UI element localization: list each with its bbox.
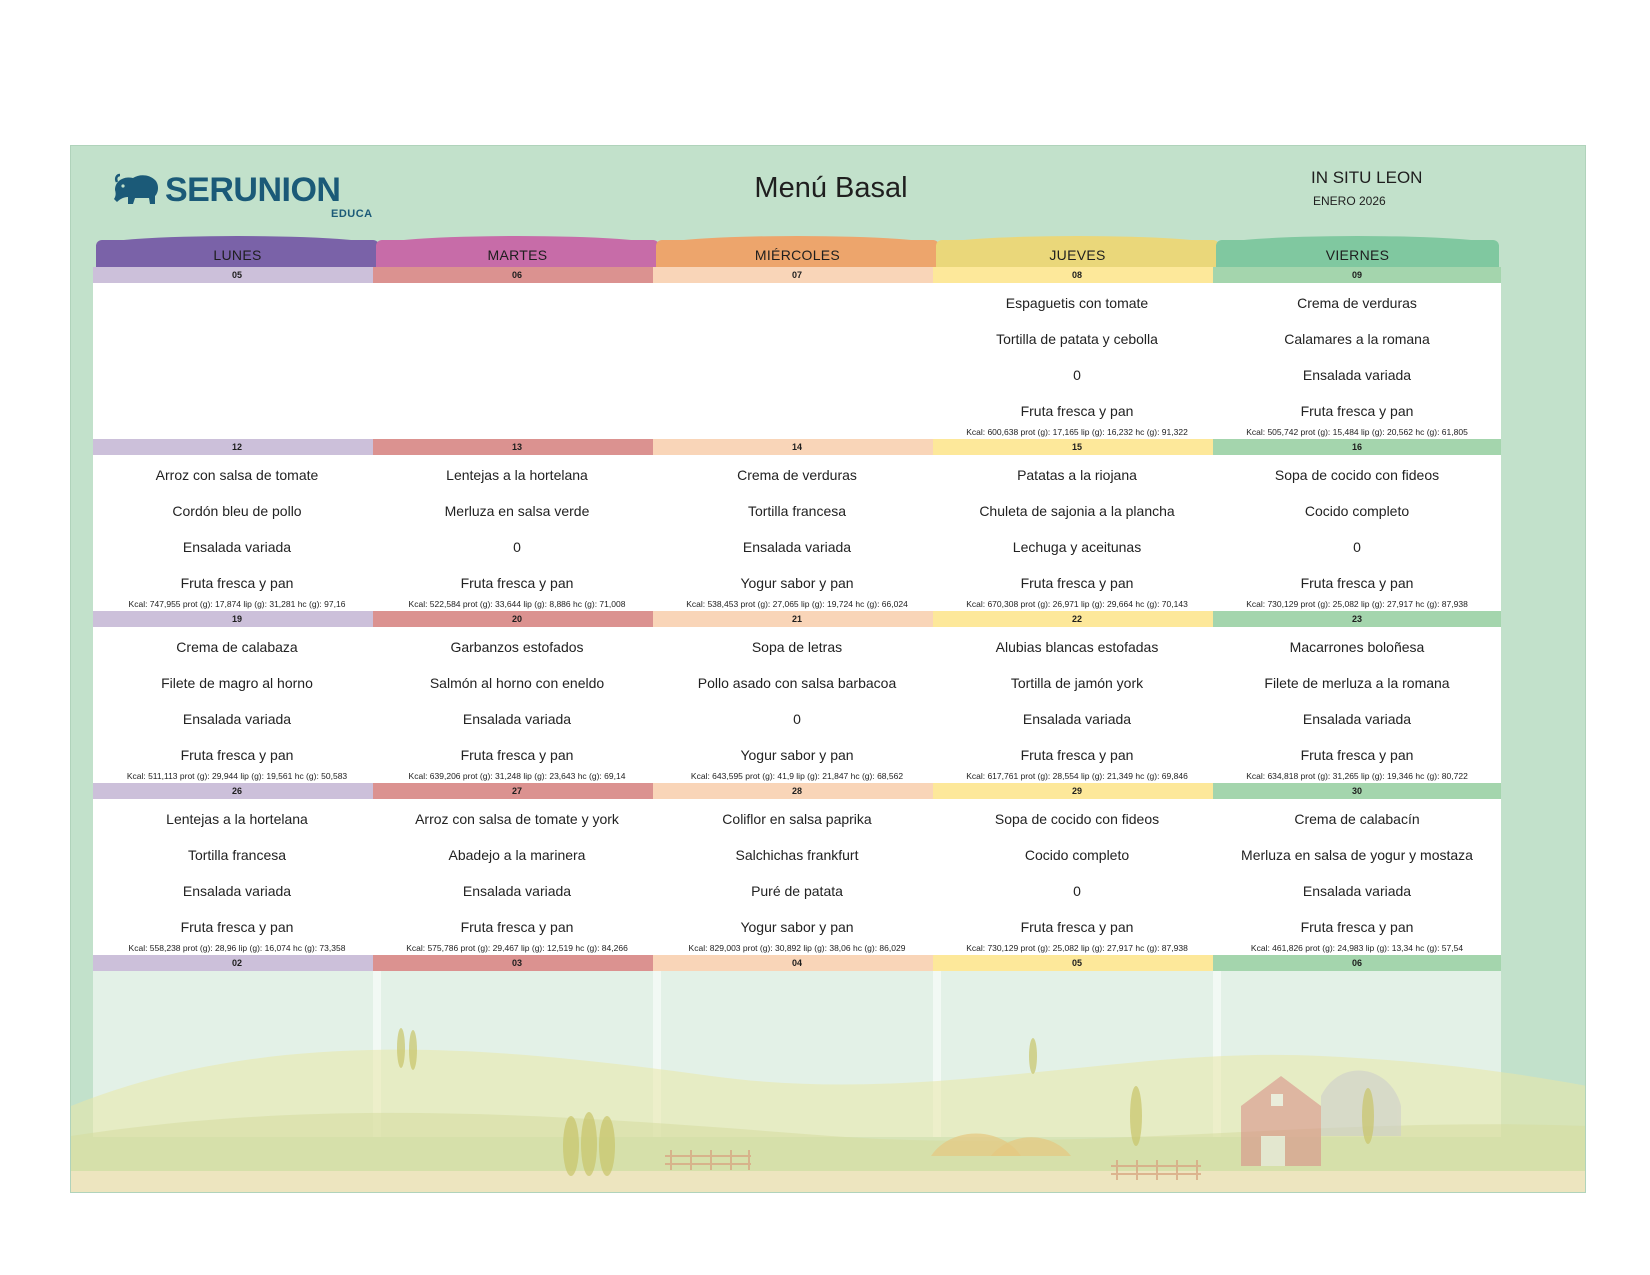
dish-item: Tortilla francesa <box>187 847 287 863</box>
dish-item: Pollo asado con salsa barbacoa <box>697 675 897 691</box>
dish-item: Tortilla de jamón york <box>1010 675 1144 691</box>
date-label: 29 <box>933 783 1221 799</box>
day-header-miercoles: MIÉRCOLES <box>656 240 939 267</box>
nutrition-info: Kcal: 639,206 prot (g): 31,248 lip (g): 23,643 hc (g): 69,14 <box>408 771 626 781</box>
nutrition-info: Kcal: 670,308 prot (g): 26,971 lip (g): 29,664 hc (g): 70,143 <box>966 599 1188 609</box>
dish-item: Fruta fresca y pan <box>460 747 574 763</box>
dish-item: 0 <box>1073 883 1081 899</box>
menu-period: ENERO 2026 <box>1313 194 1386 208</box>
dish-item: Fruta fresca y pan <box>1020 575 1134 591</box>
dish-item: Crema de verduras <box>737 467 857 483</box>
date-label: 08 <box>933 267 1221 283</box>
menu-day-cell <box>1213 971 1501 1137</box>
date-label: 30 <box>1213 783 1501 799</box>
dish-item: Yogur sabor y pan <box>740 575 854 591</box>
dish-item: Ensalada variada <box>462 711 572 727</box>
nutrition-info: Kcal: 522,584 prot (g): 33,644 lip (g): 8,886 hc (g): 71,008 <box>408 599 626 609</box>
date-label: 20 <box>373 611 661 627</box>
nutrition-info: Kcal: 600,638 prot (g): 17,165 lip (g): 16,232 hc (g): 91,322 <box>966 427 1188 437</box>
dish-item: Ensalada variada <box>182 711 292 727</box>
day-header-jueves: JUEVES <box>936 240 1219 267</box>
date-label: 16 <box>1213 439 1501 455</box>
menu-day-cell <box>93 627 381 783</box>
date-label: 06 <box>1213 955 1501 971</box>
dish-item: Fruta fresca y pan <box>180 919 294 935</box>
dish-item: Salchichas frankfurt <box>735 847 859 863</box>
dish-item: Alubias blancas estofadas <box>995 639 1159 655</box>
menu-day-cell <box>373 627 661 783</box>
dish-item: Fruta fresca y pan <box>1300 747 1414 763</box>
dish-item: Lentejas a la hortelana <box>446 467 588 483</box>
menu-day-cell <box>653 283 941 439</box>
dish-item: Filete de magro al horno <box>161 675 313 691</box>
date-label: 28 <box>653 783 941 799</box>
date-label: 03 <box>373 955 661 971</box>
menu-day-cell <box>373 455 661 611</box>
dish-item: Cocido completo <box>1304 503 1410 519</box>
menu-day-cell <box>373 799 661 955</box>
dish-item: Yogur sabor y pan <box>740 747 854 763</box>
date-label: 22 <box>933 611 1221 627</box>
date-label: 26 <box>93 783 381 799</box>
dish-item: Ensalada variada <box>462 883 572 899</box>
dish-item: Macarrones boloñesa <box>1289 639 1425 655</box>
dish-item: Merluza en salsa de yogur y mostaza <box>1241 847 1473 863</box>
menu-day-cell <box>373 283 661 439</box>
date-label: 19 <box>93 611 381 627</box>
menu-day-cell <box>373 971 661 1137</box>
dish-item: 0 <box>513 539 521 555</box>
nutrition-info: Kcal: 829,003 prot (g): 30,892 lip (g): 38,06 hc (g): 86,029 <box>688 943 906 953</box>
menu-day-cell <box>933 971 1221 1137</box>
dish-item: Filete de merluza a la romana <box>1264 675 1450 691</box>
menu-day-cell <box>93 799 381 955</box>
bison-icon <box>111 172 161 208</box>
dish-item: Crema de calabaza <box>176 639 298 655</box>
nutrition-info: Kcal: 461,826 prot (g): 24,983 lip (g): 13,34 hc (g): 57,54 <box>1250 943 1464 953</box>
menu-day-cell <box>1213 283 1501 439</box>
dish-item: Tortilla francesa <box>747 503 847 519</box>
day-column-lunes <box>93 267 381 1137</box>
dish-item: Cocido completo <box>1024 847 1130 863</box>
dish-item: Arroz con salsa de tomate y york <box>415 811 619 827</box>
dish-item: Salmón al horno con eneldo <box>429 675 605 691</box>
center-name: IN SITU LEON <box>1311 168 1423 187</box>
day-column-viernes <box>1213 267 1501 1137</box>
dish-item: Fruta fresca y pan <box>1020 747 1134 763</box>
day-header-lunes: LUNES <box>96 240 379 267</box>
dish-item: Fruta fresca y pan <box>1300 403 1414 419</box>
menu-day-cell <box>93 971 381 1137</box>
dish-item: Lechuga y aceitunas <box>1012 539 1142 555</box>
menu-day-cell <box>933 627 1221 783</box>
menu-day-cell <box>933 283 1221 439</box>
date-label: 12 <box>93 439 381 455</box>
serunion-logo <box>111 170 371 222</box>
page-title: Menú Basal <box>754 172 908 204</box>
menu-day-cell <box>653 799 941 955</box>
dish-item: Tortilla de patata y cebolla <box>996 331 1158 347</box>
dish-item: Arroz con salsa de tomate <box>155 467 319 483</box>
dish-item: Chuleta de sajonia a la plancha <box>979 503 1175 519</box>
dish-item: Garbanzos estofados <box>450 639 584 655</box>
menu-day-cell <box>933 455 1221 611</box>
nutrition-info: Kcal: 643,595 prot (g): 41,9 lip (g): 21,847 hc (g): 68,562 <box>690 771 904 781</box>
dish-item: Sopa de cocido con fideos <box>1274 467 1440 483</box>
menu-day-cell <box>653 627 941 783</box>
dish-item: 0 <box>1073 367 1081 383</box>
dish-item: Sopa de cocido con fideos <box>994 811 1160 827</box>
dish-item: Ensalada variada <box>182 539 292 555</box>
dish-item: Fruta fresca y pan <box>460 919 574 935</box>
dish-item: Fruta fresca y pan <box>1300 575 1414 591</box>
nutrition-info: Kcal: 575,786 prot (g): 29,467 lip (g): 12,519 hc (g): 84,266 <box>406 943 628 953</box>
nutrition-info: Kcal: 730,129 prot (g): 25,082 lip (g): 27,917 hc (g): 87,938 <box>1246 599 1468 609</box>
menu-day-cell <box>933 799 1221 955</box>
nutrition-info: Kcal: 747,955 prot (g): 17,874 lip (g): 31,281 hc (g): 97,16 <box>128 599 346 609</box>
menu-day-cell <box>93 455 381 611</box>
dish-item: Fruta fresca y pan <box>180 575 294 591</box>
dish-item: Ensalada variada <box>182 883 292 899</box>
date-label: 21 <box>653 611 941 627</box>
menu-day-cell <box>653 971 941 1137</box>
dish-item: Ensalada variada <box>1022 711 1132 727</box>
dish-item: Calamares a la romana <box>1284 331 1430 347</box>
menu-day-cell <box>93 283 381 439</box>
dish-item: Cordón bleu de pollo <box>172 503 302 519</box>
nutrition-info: Kcal: 634,818 prot (g): 31,265 lip (g): 19,346 hc (g): 80,722 <box>1246 771 1468 781</box>
dish-item: Sopa de letras <box>751 639 843 655</box>
dish-item: Espaguetis con tomate <box>1005 295 1149 311</box>
date-label: 04 <box>653 955 941 971</box>
dish-item: Ensalada variada <box>1302 367 1412 383</box>
menu-day-cell <box>653 455 941 611</box>
logo-brand-text: SERUNION <box>165 171 341 209</box>
dish-item: Ensalada variada <box>742 539 852 555</box>
nutrition-info: Kcal: 505,742 prot (g): 15,484 lip (g): 20,562 hc (g): 61,805 <box>1246 427 1468 437</box>
dish-item: Fruta fresca y pan <box>1020 403 1134 419</box>
logo-sub-text: EDUCA <box>331 208 373 220</box>
dish-item: Lentejas a la hortelana <box>166 811 308 827</box>
dish-item: Coliflor en salsa paprika <box>722 811 872 827</box>
dish-item: Fruta fresca y pan <box>180 747 294 763</box>
day-column-martes <box>373 267 661 1137</box>
date-label: 13 <box>373 439 661 455</box>
dish-item: Crema de verduras <box>1297 295 1417 311</box>
day-header-martes: MARTES <box>376 240 659 267</box>
nutrition-info: Kcal: 538,453 prot (g): 27,065 lip (g): 19,724 hc (g): 66,024 <box>686 599 908 609</box>
date-label: 23 <box>1213 611 1501 627</box>
menu-sheet <box>70 145 1586 1193</box>
day-column-miercoles <box>653 267 941 1137</box>
date-label: 27 <box>373 783 661 799</box>
day-column-jueves <box>933 267 1221 1137</box>
date-label: 05 <box>93 267 381 283</box>
dish-item: Merluza en salsa verde <box>444 503 590 519</box>
dish-item: Puré de patata <box>751 883 843 899</box>
dish-item: Fruta fresca y pan <box>1020 919 1134 935</box>
date-label: 09 <box>1213 267 1501 283</box>
date-label: 15 <box>933 439 1221 455</box>
dish-item: Patatas a la riojana <box>1017 467 1137 483</box>
date-label: 06 <box>373 267 661 283</box>
dish-item: Fruta fresca y pan <box>1300 919 1414 935</box>
dish-item: Crema de calabacín <box>1294 811 1420 827</box>
dish-item: Yogur sabor y pan <box>740 919 854 935</box>
dish-item: Ensalada variada <box>1302 883 1412 899</box>
dish-item: 0 <box>793 711 801 727</box>
menu-day-cell <box>1213 455 1501 611</box>
dish-item: Abadejo a la marinera <box>448 847 586 863</box>
dish-item: 0 <box>1353 539 1361 555</box>
nutrition-info: Kcal: 511,113 prot (g): 29,944 lip (g): 19,561 hc (g): 50,583 <box>126 771 348 781</box>
day-header-viernes: VIERNES <box>1216 240 1499 267</box>
nutrition-info: Kcal: 617,761 prot (g): 28,554 lip (g): 21,349 hc (g): 69,846 <box>966 771 1188 781</box>
dish-item: Fruta fresca y pan <box>460 575 574 591</box>
menu-day-cell <box>1213 627 1501 783</box>
date-label: 07 <box>653 267 941 283</box>
date-label: 05 <box>933 955 1221 971</box>
nutrition-info: Kcal: 558,238 prot (g): 28,96 lip (g): 16,074 hc (g): 73,358 <box>128 943 346 953</box>
menu-day-cell <box>1213 799 1501 955</box>
date-label: 14 <box>653 439 941 455</box>
nutrition-info: Kcal: 730,129 prot (g): 25,082 lip (g): 27,917 hc (g): 87,938 <box>966 943 1188 953</box>
dish-item: Ensalada variada <box>1302 711 1412 727</box>
date-label: 02 <box>93 955 381 971</box>
